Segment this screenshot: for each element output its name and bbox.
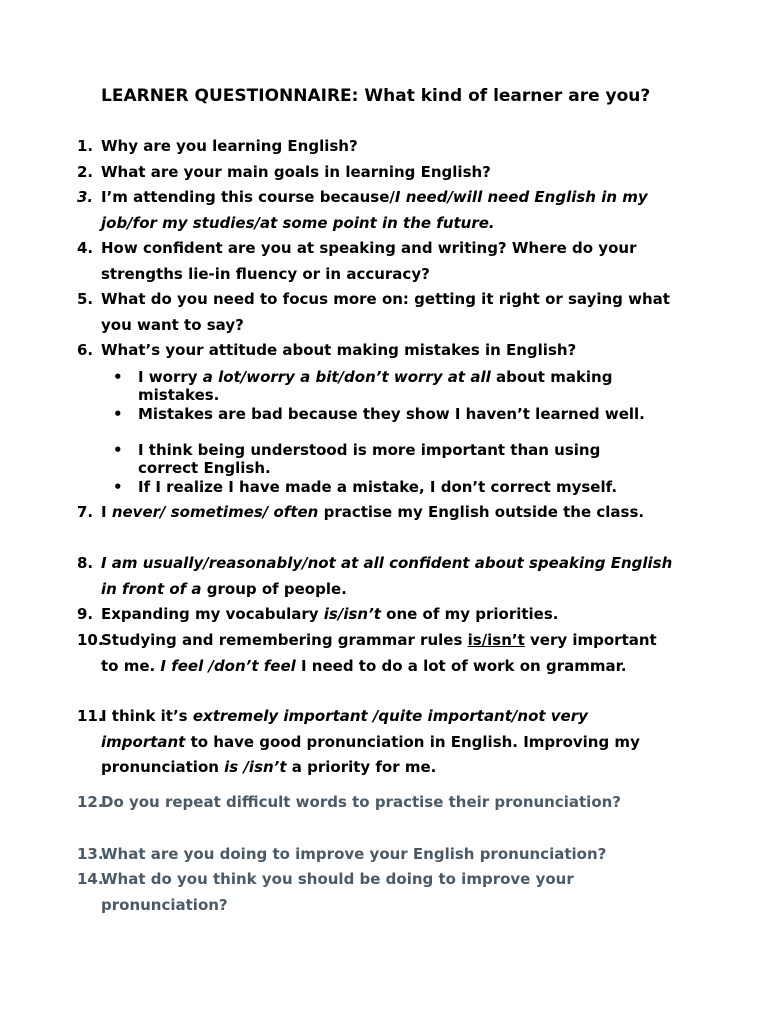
question-text-part: a priority for me. (286, 758, 437, 776)
question-number: 2. (77, 163, 94, 181)
question-text-options: never/ sometimes/ often (111, 503, 319, 521)
question-3 (77, 185, 677, 236)
question-text (101, 551, 677, 602)
question-2 (77, 160, 677, 186)
bullet-icon: • (113, 405, 123, 423)
page-title: LEARNER QUESTIONNAIRE: What kind of learner are you? (101, 86, 651, 106)
question-number: 6. (77, 341, 94, 359)
question-1 (77, 134, 677, 160)
question-text-underlined: is/isn’t (467, 631, 525, 649)
question-text-part: Expanding my vocabulary (101, 605, 324, 623)
question-text: What’s your attitude about making mistakes in English? (101, 341, 577, 359)
bullet-item (113, 368, 653, 404)
question-text (101, 704, 677, 781)
question-text-part: I’m attending this course because/ (101, 188, 395, 206)
question-number: 14. (77, 870, 104, 888)
question-number: 13. (77, 845, 104, 863)
question-9 (77, 602, 677, 628)
bullet-text-part: I worry (138, 368, 203, 386)
question-text: Why are you learning English? (101, 137, 358, 155)
question-text-options: is/isn’t (323, 605, 381, 623)
question-number: 3. (77, 188, 94, 206)
question-14 (77, 867, 677, 918)
question-7 (77, 500, 677, 526)
question-text-part: one of my priorities. (380, 605, 559, 623)
question-number: 12. (77, 793, 104, 811)
question-11 (77, 704, 677, 781)
question-text: How confident are you at speaking and writing? Where do your strengths lie-in fluency or in accuracy? (101, 239, 637, 283)
bullet-item (113, 441, 653, 477)
question-text (101, 628, 677, 679)
question-6 (77, 338, 677, 364)
question-text-part: Studying and remembering grammar rules (101, 631, 468, 649)
question-number: 11. (77, 707, 104, 725)
question-10 (77, 628, 677, 679)
question-13 (77, 842, 677, 868)
question-text-options: extremely important /quite important/not very important (101, 707, 588, 751)
question-number: 10. (77, 631, 104, 649)
question-text-options: I need/will need English in my job/for my studies/at some point in the future. (101, 188, 648, 232)
question-number: 4. (77, 239, 94, 257)
question-text-part: I need to do a lot of work on grammar. (295, 656, 627, 675)
question-text-part: I think it’s (101, 707, 193, 725)
question-text-part: group of people. (201, 579, 347, 598)
question-text-options: I am usually/reasonably/not at all confident about speaking English in front of a (101, 554, 673, 598)
question-text: Do you repeat difficult words to practise their pronunciation? (101, 793, 622, 811)
bullet-item (113, 478, 653, 496)
question-text-part: I (101, 503, 112, 521)
question-text-part: practise my English outside the class. (318, 503, 645, 521)
bullet-item (113, 405, 653, 423)
question-number: 9. (77, 605, 94, 623)
question-text: What do you think you should be doing to improve your pronunciation? (101, 870, 574, 914)
question-text (101, 500, 677, 526)
question-text-part: to have good pronunciation in English. Improving my pronunciation (101, 732, 640, 776)
question-text: What do you need to focus more on: getting it right or saying what you want to say? (101, 290, 670, 334)
question-12 (77, 790, 677, 816)
question-number: 5. (77, 290, 94, 308)
question-number: 1. (77, 137, 94, 155)
question-8 (77, 551, 677, 602)
question-number: 7. (77, 503, 94, 521)
bullet-text-options: a lot/worry a bit/don’t worry at all (202, 368, 491, 386)
bullet-icon: • (113, 368, 123, 386)
bullet-text: I think being understood is more important than using correct English. (138, 441, 601, 477)
question-text-options: is /isn’t (224, 758, 287, 776)
question-text-options: I feel /don’t feel (160, 656, 296, 675)
bullet-text-part: about making mistakes. (138, 368, 613, 404)
bullet-icon: • (113, 441, 123, 459)
bullet-text (138, 368, 653, 404)
question-text (101, 602, 677, 628)
question-4 (77, 236, 677, 287)
question-text-part: very important to me. (101, 631, 657, 675)
question-5 (77, 287, 677, 338)
question-text: What are your main goals in learning English? (101, 163, 491, 181)
question-number: 8. (77, 554, 94, 572)
bullet-text: If I realize I have made a mistake, I don’t correct myself. (138, 478, 618, 496)
question-text: What are you doing to improve your English pronunciation? (101, 845, 607, 863)
bullet-icon: • (113, 478, 123, 496)
bullet-text: Mistakes are bad because they show I haven’t learned well. (138, 405, 645, 423)
question-text (101, 185, 677, 236)
